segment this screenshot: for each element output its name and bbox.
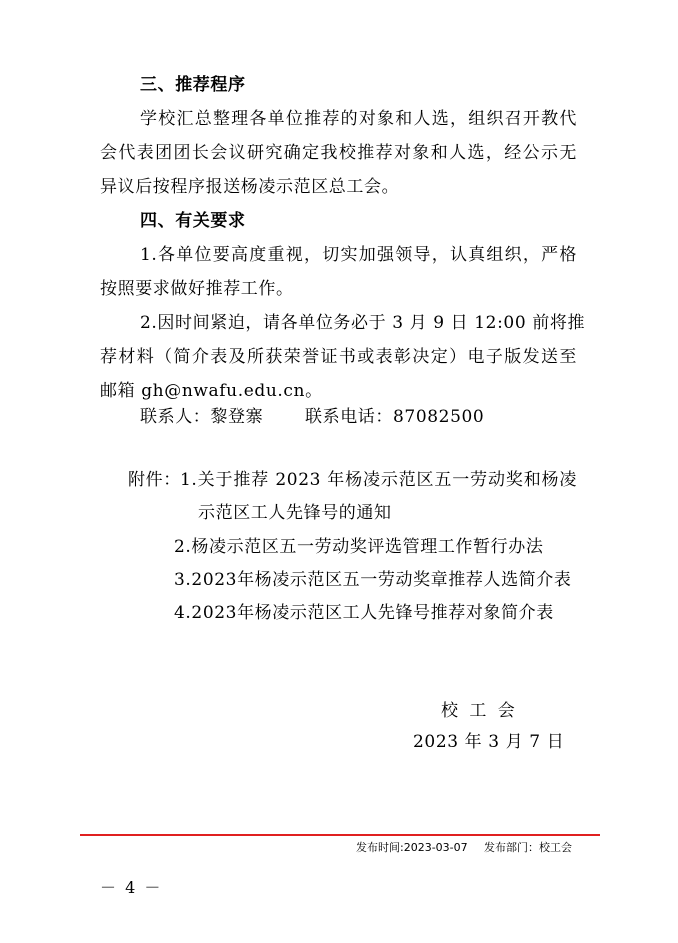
footer-publish-dept: 发布部门：校工会 [484, 841, 572, 854]
contact-phone: 联系电话：87082500 [305, 407, 485, 427]
attachment-2: 2.杨凌示范区五一劳动奖评选管理工作暂行办法 [174, 537, 544, 557]
procedure-line-2: 会代表团团长会议研究确定我校推荐对象和人选，经公示无 [100, 143, 577, 163]
requirement-1-line-1: 1.各单位要高度重视，切实加强领导，认真组织，严格 [140, 245, 577, 265]
requirement-2-line-3: 邮箱 gh@nwafu.edu.cn。 [100, 381, 323, 401]
procedure-line-3: 异议后按程序报送杨凌示范区总工会。 [100, 177, 400, 197]
requirement-1-line-2: 按照要求做好推荐工作。 [100, 279, 294, 299]
requirement-2-line-2: 荐材料（简介表及所获荣誉证书或表彰决定）电子版发送至 [100, 347, 577, 367]
footer-publish-time: 发布时间:2023-03-07 [356, 841, 468, 854]
attachments-label: 附件： [128, 470, 181, 490]
signature-org: 校 工 会 [441, 701, 518, 721]
section-heading-requirements: 四、有关要求 [140, 211, 246, 231]
attachment-3: 3.2023年杨凌示范区五一劳动奖章推荐人选简介表 [174, 570, 572, 590]
footer-divider [80, 834, 600, 836]
attachment-4: 4.2023年杨凌示范区工人先锋号推荐对象简介表 [174, 603, 554, 623]
contact-person: 联系人：黎登寨 [140, 407, 264, 427]
section-heading-procedure: 三、推荐程序 [140, 75, 246, 95]
page-number: － 4 － [100, 878, 163, 897]
signature-date: 2023 年 3 月 7 日 [413, 732, 565, 752]
requirement-2-line-1: 2.因时间紧迫，请各单位务必于 3 月 9 日 12:00 前将推 [140, 313, 586, 333]
attachment-1-line-2: 示范区工人先锋号的通知 [198, 503, 392, 523]
procedure-line-1: 学校汇总整理各单位推荐的对象和人选，组织召开教代 [140, 109, 577, 129]
attachment-1-line-1: 1.关于推荐 2023 年杨凌示范区五一劳动奖和杨凌 [180, 470, 577, 490]
